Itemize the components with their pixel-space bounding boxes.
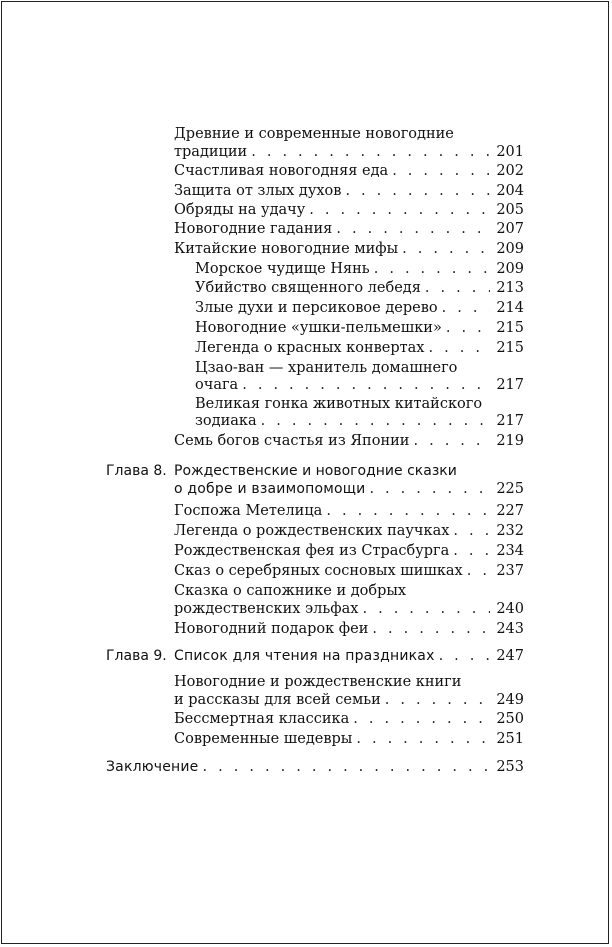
dot-leader (372, 620, 490, 638)
toc-page-number: 225 (496, 481, 524, 497)
toc-entry-label: Сказ о серебряных сосновых шишках (174, 563, 463, 579)
toc-subentry (195, 412, 524, 430)
toc-page-number: 205 (496, 202, 524, 218)
toc-entry (174, 201, 524, 219)
toc-entry-label: рождественских эльфах (174, 601, 359, 617)
toc-entry-label: зодиака (195, 413, 257, 429)
toc-chapter (106, 758, 524, 776)
toc-subentry (195, 339, 524, 357)
toc-entry (174, 620, 524, 638)
dot-leader (402, 240, 490, 258)
dot-leader (356, 730, 490, 748)
dot-leader (362, 600, 490, 618)
toc-chapter (174, 480, 524, 498)
toc-entry-label: Современные шедевры (174, 731, 353, 747)
toc-entry-line1: Сказка о сапожнике и добрых (174, 583, 407, 599)
toc-entry-line1: Великая гонка животных китайского (195, 396, 483, 412)
toc-entry-label: Обряды на удачу (174, 202, 306, 218)
toc-entry-label: Семь богов счастья из Японии (174, 433, 410, 449)
toc-entry (174, 502, 524, 520)
toc-entry-label: Защита от злых духов (174, 183, 342, 199)
toc-entry-label: Убийство священного лебедя (195, 280, 421, 296)
toc-page-number: 234 (496, 543, 524, 559)
toc-entry-line1: Цзао-ван — хранитель домашнего (195, 360, 458, 376)
dot-leader (251, 143, 490, 161)
toc-entry-label: и рассказы для всей семьи (174, 692, 381, 708)
dot-leader (385, 691, 491, 709)
dot-leader (345, 182, 490, 200)
dot-leader (242, 376, 490, 394)
toc-page-number: 249 (496, 692, 524, 708)
toc-page-number: 214 (496, 300, 524, 316)
dot-leader (446, 319, 490, 337)
toc-entry-label: Новогодние «ушки-пельмешки» (195, 320, 442, 336)
toc-entry (174, 220, 524, 238)
toc-page-number: 217 (496, 413, 524, 429)
toc-subentry (195, 376, 524, 394)
chapter-9-title: Список для чтения на праздниках (174, 648, 435, 664)
toc-entry (174, 162, 524, 180)
dot-leader (425, 279, 490, 297)
toc-entry-label: Злые духи и персиковое дерево (195, 300, 438, 316)
table-of-contents (2, 2, 608, 943)
chapter-9-number: Глава 9. (106, 648, 167, 664)
dot-leader (467, 562, 491, 580)
dot-leader (428, 339, 490, 357)
toc-page-number: 215 (496, 320, 524, 336)
toc-entry-label: традиции (174, 144, 248, 160)
toc-entry-label: Морское чудище Нянь (195, 261, 370, 277)
toc-page-number: 240 (496, 601, 524, 617)
dot-leader (309, 201, 490, 219)
toc-page-number: 237 (496, 563, 524, 579)
chapter-8-number: Глава 8. (106, 463, 167, 479)
toc-entry-label: Счастливая новогодняя еда (174, 163, 389, 179)
toc-page-number: 207 (496, 221, 524, 237)
toc-entry-label: Госпожа Метелица (174, 503, 323, 519)
toc-entry-label: очага (195, 377, 239, 393)
toc-entry (174, 143, 524, 161)
toc-page-number: 243 (496, 621, 524, 637)
toc-page-number: 247 (496, 648, 524, 664)
toc-page-number: 209 (496, 241, 524, 257)
toc-subentry (195, 299, 524, 317)
toc-entry (174, 542, 524, 560)
conclusion-title: Заключение (106, 759, 199, 775)
toc-page-number: 204 (496, 183, 524, 199)
toc-subentry (195, 279, 524, 297)
toc-entry-label: Новогодние гадания (174, 221, 333, 237)
toc-page-number: 253 (496, 759, 524, 775)
toc-entry (174, 240, 524, 258)
toc-entry (174, 691, 524, 709)
toc-entry-label: Легенда о рождественских паучках (174, 523, 450, 539)
toc-entry (174, 600, 524, 618)
toc-entry-label: Легенда о красных конвертах (195, 340, 425, 356)
chapter-8-title-line2: о добре и взаимопомощи (174, 481, 366, 497)
toc-page-number: 251 (496, 731, 524, 747)
toc-page-number: 227 (496, 503, 524, 519)
toc-subentry (195, 319, 524, 337)
toc-page-number: 202 (496, 163, 524, 179)
toc-page-number: 201 (496, 144, 524, 160)
dot-leader (392, 162, 490, 180)
toc-entry-label: Рождественская фея из Страсбурга (174, 543, 450, 559)
toc-entry (174, 182, 524, 200)
toc-entry-line1: Древние и современные новогодние (174, 126, 454, 142)
dot-leader (336, 220, 490, 238)
dot-leader (413, 432, 490, 450)
dot-leader (203, 758, 491, 776)
toc-page-number: 219 (496, 433, 524, 449)
toc-entry (174, 710, 524, 728)
toc-page-number: 213 (496, 280, 524, 296)
toc-entry (174, 562, 524, 580)
toc-page-number: 250 (496, 711, 524, 727)
dot-leader (439, 647, 491, 665)
dot-leader (453, 542, 490, 560)
toc-entry (174, 432, 524, 450)
toc-chapter (174, 647, 524, 665)
dot-leader (369, 480, 490, 498)
dot-leader (453, 522, 490, 540)
toc-subentry (195, 260, 524, 278)
chapter-8-title-line1: Рождественские и новогодние сказки (174, 463, 457, 479)
dot-leader (374, 260, 491, 278)
toc-entry-label: Бессмертная классика (174, 711, 350, 727)
toc-page-number: 215 (496, 340, 524, 356)
toc-entry-label: Новогодний подарок феи (174, 621, 369, 637)
toc-entry (174, 730, 524, 748)
book-page (1, 1, 609, 944)
dot-leader (261, 412, 491, 430)
dot-leader (442, 299, 491, 317)
toc-entry (174, 522, 524, 540)
toc-entry-line1: Новогодние и рождественские книги (174, 674, 462, 690)
toc-page-number: 209 (496, 261, 524, 277)
toc-page-number: 217 (496, 377, 524, 393)
toc-page-number: 232 (496, 523, 524, 539)
toc-entry-label: Китайские новогодние мифы (174, 241, 399, 257)
dot-leader (326, 502, 490, 520)
dot-leader (353, 710, 490, 728)
